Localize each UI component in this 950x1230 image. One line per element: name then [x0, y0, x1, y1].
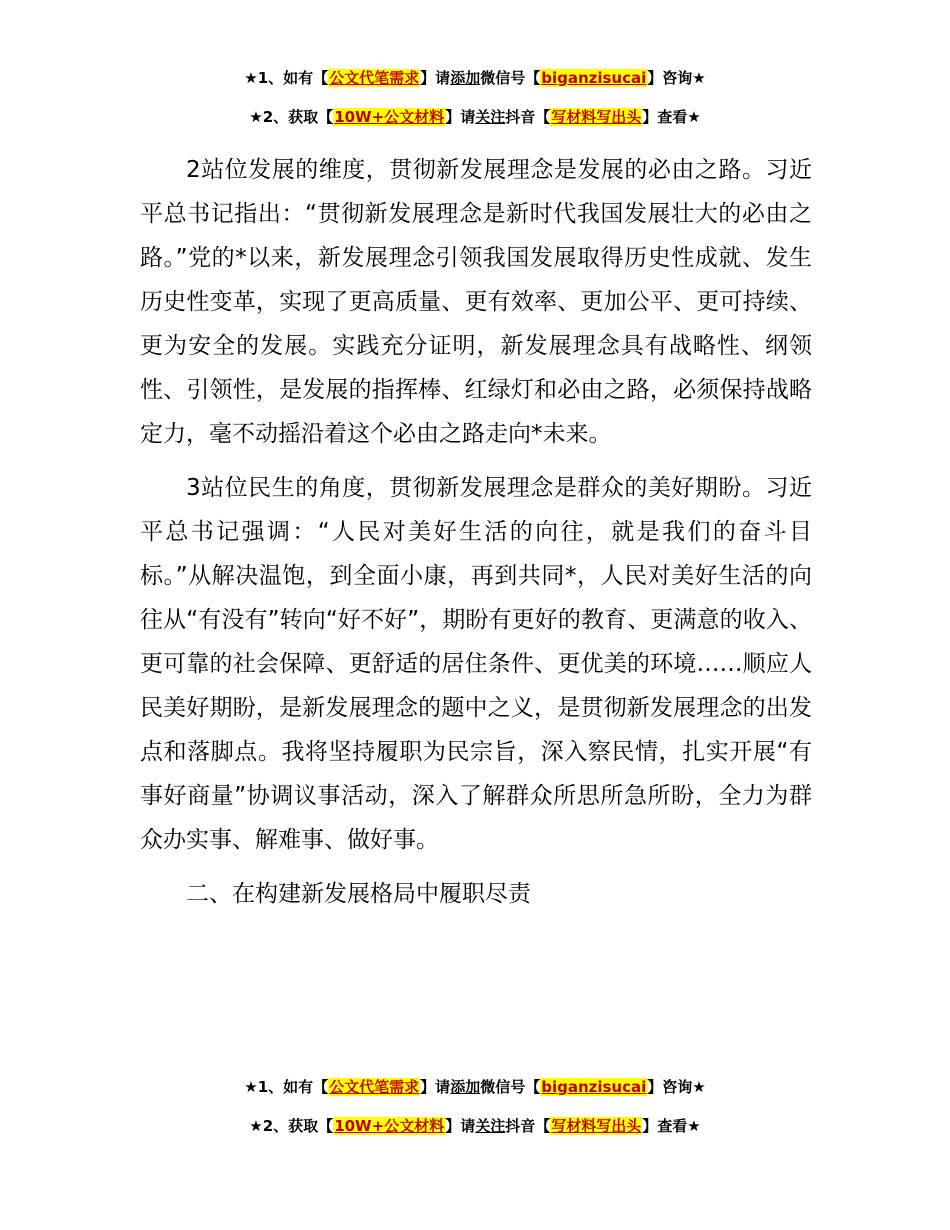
banner-highlight: 10W+公文材料: [334, 108, 445, 126]
banner-underlined-text: 关注: [475, 1117, 506, 1135]
section-heading: 二、在构建新发展格局中履职尽责: [186, 881, 531, 907]
banner-highlight-douyin-id: 写材料写出头: [551, 1117, 642, 1135]
paragraph: 3站位民生的角度，贯彻新发展理念是群众的美好期盼。习近平总书记强调：“人民对美好生活的向往，就是我们的奋斗目标。”从解决温饱，到全面小康，再到共同*，人民对美好生活的向往从“有没有”转向“好不好”，期盼有更好的教育、更满意的收入、更可靠的社会保障、更舒适的居住条件、更优美的环境……顺应人民美好期盼，是新发展理念的题中之义，是贯彻新发展理念的出发点和落脚点。我将坚持履职为民宗旨，深入察民情，扎实开展“有事好商量”协调议事活动，深入了解群众所思所急所盼，全力为群众办实事、解难事、做好事。: [140, 475, 812, 853]
footer-banner-line-2: [0, 1115, 950, 1137]
banner-highlight: 10W+公文材料: [334, 1117, 445, 1135]
banner-text: 抖音【: [505, 1117, 551, 1135]
banner-text: 】请: [420, 1078, 451, 1096]
banner-highlight-douyin-id: 写材料写出头: [551, 108, 642, 126]
banner-highlight: 公文代笔需求: [329, 1078, 420, 1096]
header-banner-line-1: [0, 67, 950, 89]
banner-text: 】请: [445, 108, 476, 126]
banner-underlined-text: 添加: [450, 69, 481, 87]
banner-underlined-text: 关注: [475, 108, 506, 126]
banner-text: 】查看★: [642, 108, 701, 126]
banner-text: 】查看★: [642, 1117, 701, 1135]
document-body: [140, 148, 812, 926]
paragraph: 2站位发展的维度，贯彻新发展理念是发展的必由之路。习近平总书记指出：“贯彻新发展理念是新时代我国发展壮大的必由之路。”党的*以来，新发展理念引领我国发展取得历史性成就、发生历史性变革，实现了更高质量、更有效率、更加公平、更可持续、更为安全的发展。实践充分证明，新发展理念具有战略性、纲领性、引领性，是发展的指挥棒、红绿灯和必由之路，必须保持战略定力，毫不动摇沿着这个必由之路走向*未来。: [140, 157, 812, 447]
banner-underlined-text: 添加: [450, 1078, 481, 1096]
banner-text: ★2、获取【: [249, 108, 334, 126]
banner-text: ★1、如有【: [244, 1078, 329, 1096]
header-banner-line-2: [0, 106, 950, 128]
banner-text: 微信号【: [480, 1078, 541, 1096]
banner-text: 】请: [420, 69, 451, 87]
banner-highlight: 公文代笔需求: [329, 69, 420, 87]
banner-text: ★2、获取【: [249, 1117, 334, 1135]
banner-text: 】咨询★: [647, 69, 706, 87]
banner-text: 微信号【: [480, 69, 541, 87]
footer-banner-line-1: [0, 1076, 950, 1098]
banner-text: ★1、如有【: [244, 69, 329, 87]
banner-text: 抖音【: [505, 108, 551, 126]
banner-highlight-wechat-id: biganzisucai: [541, 1078, 647, 1096]
banner-highlight-wechat-id: biganzisucai: [541, 69, 647, 87]
banner-text: 】咨询★: [647, 1078, 706, 1096]
banner-text: 】请: [445, 1117, 476, 1135]
